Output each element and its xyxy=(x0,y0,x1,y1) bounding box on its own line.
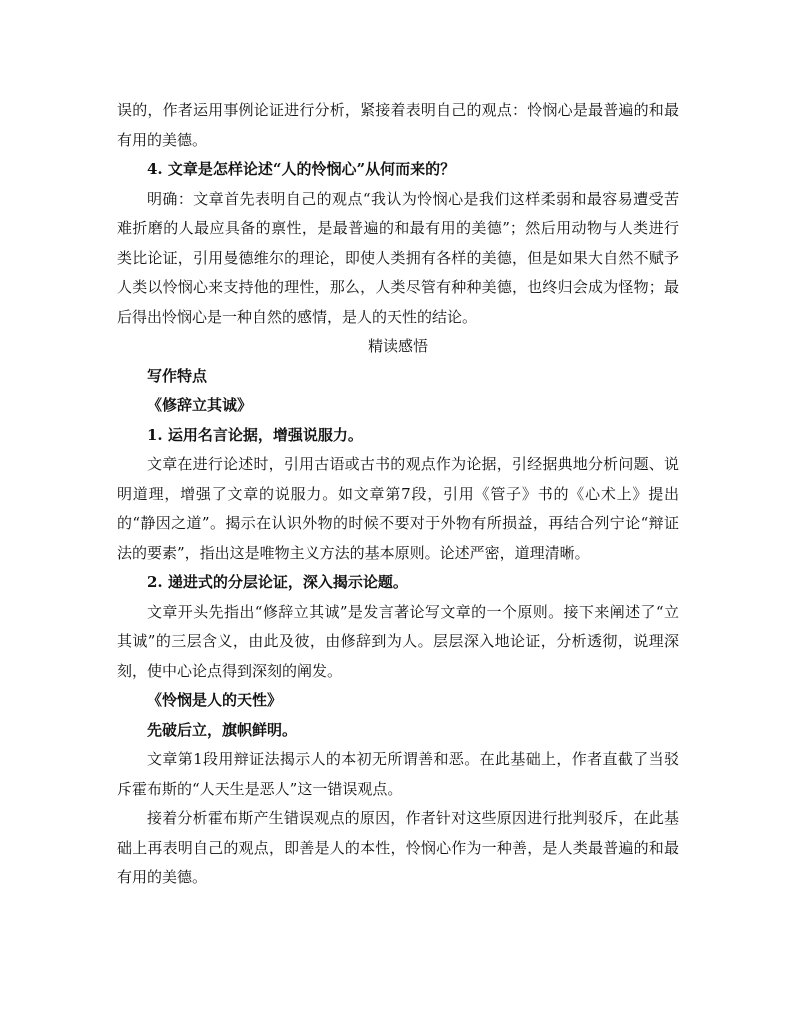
article-title-2: 《怜悯是人的天性》 xyxy=(147,691,283,709)
paragraph-continuation: 误的，作者运用事例论证进行分析，紧接着表明自己的观点：怜悯心是最普遍的和最有用的美德。 xyxy=(117,101,679,149)
feature-paragraph-2: 接着分析霍布斯产生错误观点的原因，作者针对这些原因进行批判驳斥，在此基础上再表明自己的观点，即善是人的本性，怜悯心作为一种善，是人类最普遍的和最有用的美德。 xyxy=(117,809,679,886)
question-heading-4: 4. 文章是怎样论述“人的怜悯心”从何而来的？ xyxy=(147,160,456,178)
document-body xyxy=(117,96,679,893)
feature-paragraph-1: 文章第1段用辩证法揭示人的本初无所谓善和恶。在此基础上，作者直截了当驳斥霍布斯的“人天生是恶人”这一错误观点。 xyxy=(117,750,679,798)
point-paragraph-1: 文章在进行论述时，引用古语或古书的观点作为论据，引经据典地分析问题、说明道理，增强了文章的说服力。如文章第7段，引用《管子》书的《心术上》提出的“静因之道”。揭示在认识外物的时候不要对于外物有所损益，再结合列宁论“辩证法的要素”，指出这是唯物主义方法的基本原则。论述严密，道理清晰。 xyxy=(117,455,679,562)
article-title-1: 《修辞立其诚》 xyxy=(147,396,253,414)
subsection-heading: 写作特点 xyxy=(147,366,208,385)
answer-paragraph: 明确：文章首先表明自己的观点“我认为怜悯心是我们这样柔弱和最容易遭受苦难折磨的人最应具备的禀性，是最普遍的和最有用的美德”；然后用动物与人类进行类比论证，引用曼德维尔的理论，即使人类拥有各样的美德，但是如果大自然不赋予人类以怜悯心来支持他的理性，那么，人类尽管有种种美德，也终归会成为怪物；最后得出怜悯心是一种自然的感情，是人的天性的结论。 xyxy=(117,189,679,326)
point-heading-2: 2. 递进式的分层论证，深入揭示论题。 xyxy=(147,573,408,591)
feature-heading: 先破后立，旗帜鲜明。 xyxy=(147,720,298,739)
point-heading-1: 1. 运用名言论据，增强说服力。 xyxy=(147,425,363,444)
point-paragraph-2: 文章开头先指出“修辞立其诚”是发言著论写文章的一个原则。接下来阐述了“立其诚”的三层含义，由此及彼，由修辞到为人。层层深入地论证，分析透彻，说理深刻，使中心论点得到深刻的阐发。 xyxy=(117,602,679,680)
section-title: 精读感悟 xyxy=(367,337,428,355)
